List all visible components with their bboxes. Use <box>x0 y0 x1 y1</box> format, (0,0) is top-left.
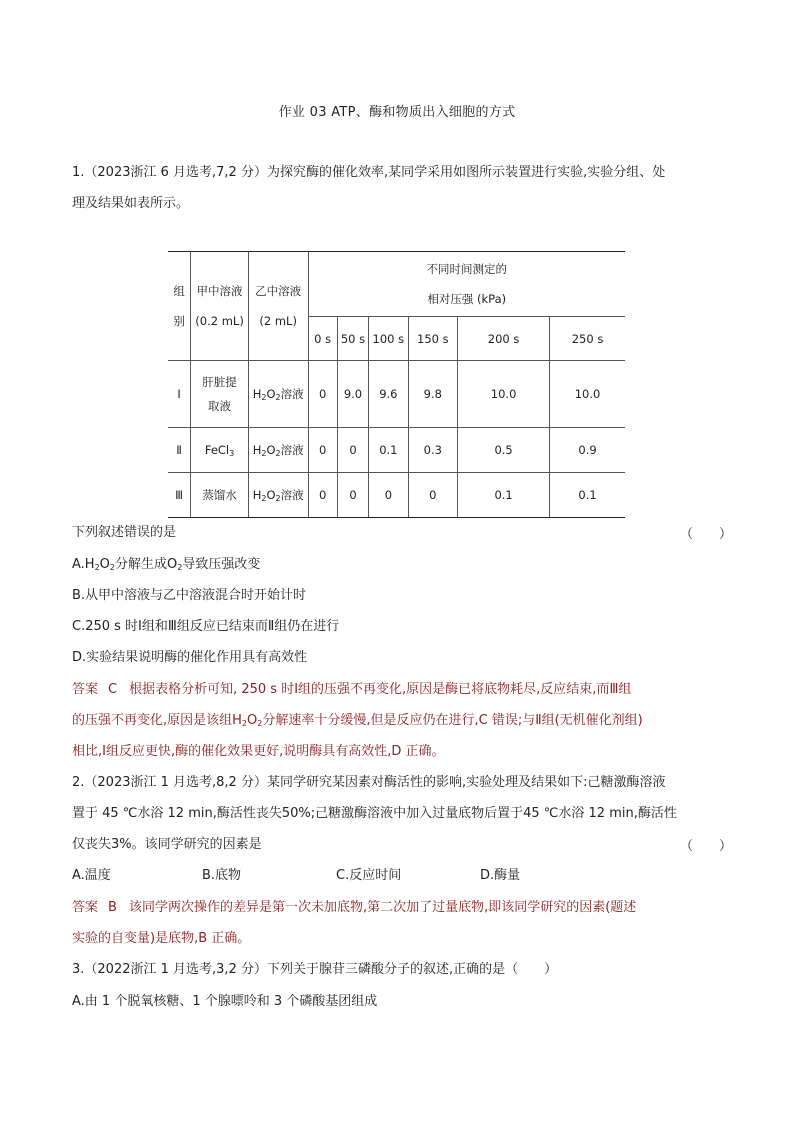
q1-stem-line-2: 理及结果如表所示。 <box>72 196 190 211</box>
time-header: 150 s <box>408 317 458 361</box>
row-jia: FeCl$_3$ <box>191 428 249 473</box>
q2-answer-line-1: 答案 B 该同学两次操作的差异是第一次未加底物,第二次加了过量底物,即该同学研究的因素(题述 <box>72 900 637 915</box>
header-jia: 甲中溶液 (0.2 mL) <box>191 252 249 361</box>
table-cell: 0 <box>308 361 337 428</box>
time-header: 200 s <box>458 317 550 361</box>
row-group: Ⅰ <box>168 361 191 428</box>
table-cell: 0.1 <box>369 428 408 473</box>
row-yi: $H_2O_2$溶液 <box>248 428 308 473</box>
table-cell: 0 <box>308 428 337 473</box>
q1-option-c: C.250 s 时Ⅰ组和Ⅲ组反应已结束而Ⅱ组仍在进行 <box>72 619 340 634</box>
q2-answer-line-2: 实验的自变量)是底物,B 正确。 <box>72 931 251 946</box>
q1-answer-line-3: 相比,Ⅰ组反应更快,酶的催化效果更好,说明酶具有高效性,D 正确。 <box>72 744 445 759</box>
table-cell: 0.5 <box>458 428 550 473</box>
time-header: 100 s <box>369 317 408 361</box>
table-cell: 10.0 <box>550 361 625 428</box>
table-cell: 0.1 <box>550 473 625 518</box>
table-cell: 0.1 <box>458 473 550 518</box>
q3-option-a: A.由 1 个脱氧核糖、1 个腺嘌呤和 3 个磷酸基团组成 <box>72 994 378 1009</box>
q2-option-c: C.反应时间 <box>336 868 402 883</box>
q1-question: 下列叙述错误的是 <box>72 525 177 540</box>
table-cell: 0 <box>369 473 408 518</box>
table-cell: 9.8 <box>408 361 458 428</box>
table-cell: 0 <box>337 428 368 473</box>
q1-answer-line-2: 的压强不再变化,原因是该组$H_2O_2$分解速率十分缓慢,但是反应仍在进行,C 错误;与Ⅱ组(无机催化剂组) <box>72 713 643 728</box>
header-yi: 乙中溶液 (2 mL) <box>248 252 308 361</box>
table-cell: 10.0 <box>458 361 550 428</box>
row-yi: $H_2O_2$溶液 <box>248 473 308 518</box>
time-header: 0 s <box>308 317 337 361</box>
table-cell: 0 <box>308 473 337 518</box>
table-cell: 9.6 <box>369 361 408 428</box>
row-group: Ⅱ <box>168 428 191 473</box>
q1-answer-line-1: 答案 C 根据表格分析可知, 250 s 时Ⅰ组的压强不再变化,原因是酶已将底物耗尽,反应结束,而Ⅲ组 <box>72 682 632 697</box>
q1-stem-line-1: 1.（2023浙江 6 月选考,7,2 分）为探究酶的催化效率,某同学采用如图所示装置进行实验,实验分组、处 <box>72 165 666 180</box>
q2-stem-line-2: 置于 45 ℃水浴 12 min,酶活性丧失50%;己糖激酶溶液中加入过量底物后置于45 ℃水浴 12 min,酶活性 <box>72 806 677 821</box>
q2-answer-blank: （ ） <box>679 839 732 854</box>
q2-option-a: A.温度 <box>72 868 111 883</box>
q1-option-b: B.从甲中溶液与乙中溶液混合时开始计时 <box>72 588 307 603</box>
table-cell: 0 <box>408 473 458 518</box>
row-jia: 蒸馏水 <box>191 473 249 518</box>
q3-stem-line-1: 3.（2022浙江 1 月选考,3,2 分）下列关于腺苷三磷酸分子的叙述,正确的是（ ） <box>72 962 558 977</box>
header-pressure: 不同时间测定的 相对压强 (kPa) <box>308 252 625 317</box>
row-group: Ⅲ <box>168 473 191 518</box>
header-group: 组 别 <box>168 252 191 361</box>
time-header: 50 s <box>337 317 368 361</box>
q1-answer-blank: （ ） <box>679 527 732 542</box>
q2-stem-line-1: 2.（2023浙江 1 月选考,8,2 分）某同学研究某因素对酶活性的影响,实验处理及结果如下:己糖激酶溶液 <box>72 775 666 790</box>
document-title: 作业 03 ATP、酶和物质出入细胞的方式 <box>278 105 516 120</box>
row-jia: 肝脏提 取液 <box>191 361 249 428</box>
q2-stem-line-3: 仅丧失3%。该同学研究的因素是 <box>72 837 262 852</box>
table-cell: 9.0 <box>337 361 368 428</box>
time-header: 250 s <box>550 317 625 361</box>
q2-option-b: B.底物 <box>202 868 242 883</box>
row-yi: $H_2O_2$溶液 <box>248 361 308 428</box>
q2-option-d: D.酶量 <box>480 868 521 883</box>
q1-option-d: D.实验结果说明酶的催化作用具有高效性 <box>72 650 308 665</box>
q1-option-a: $A.H_2O_2$分解生成$O_2$导致压强改变 <box>72 557 261 572</box>
table-cell: 0.3 <box>408 428 458 473</box>
table-cell: 0 <box>337 473 368 518</box>
q1-data-table <box>168 251 625 518</box>
table-cell: 0.9 <box>550 428 625 473</box>
